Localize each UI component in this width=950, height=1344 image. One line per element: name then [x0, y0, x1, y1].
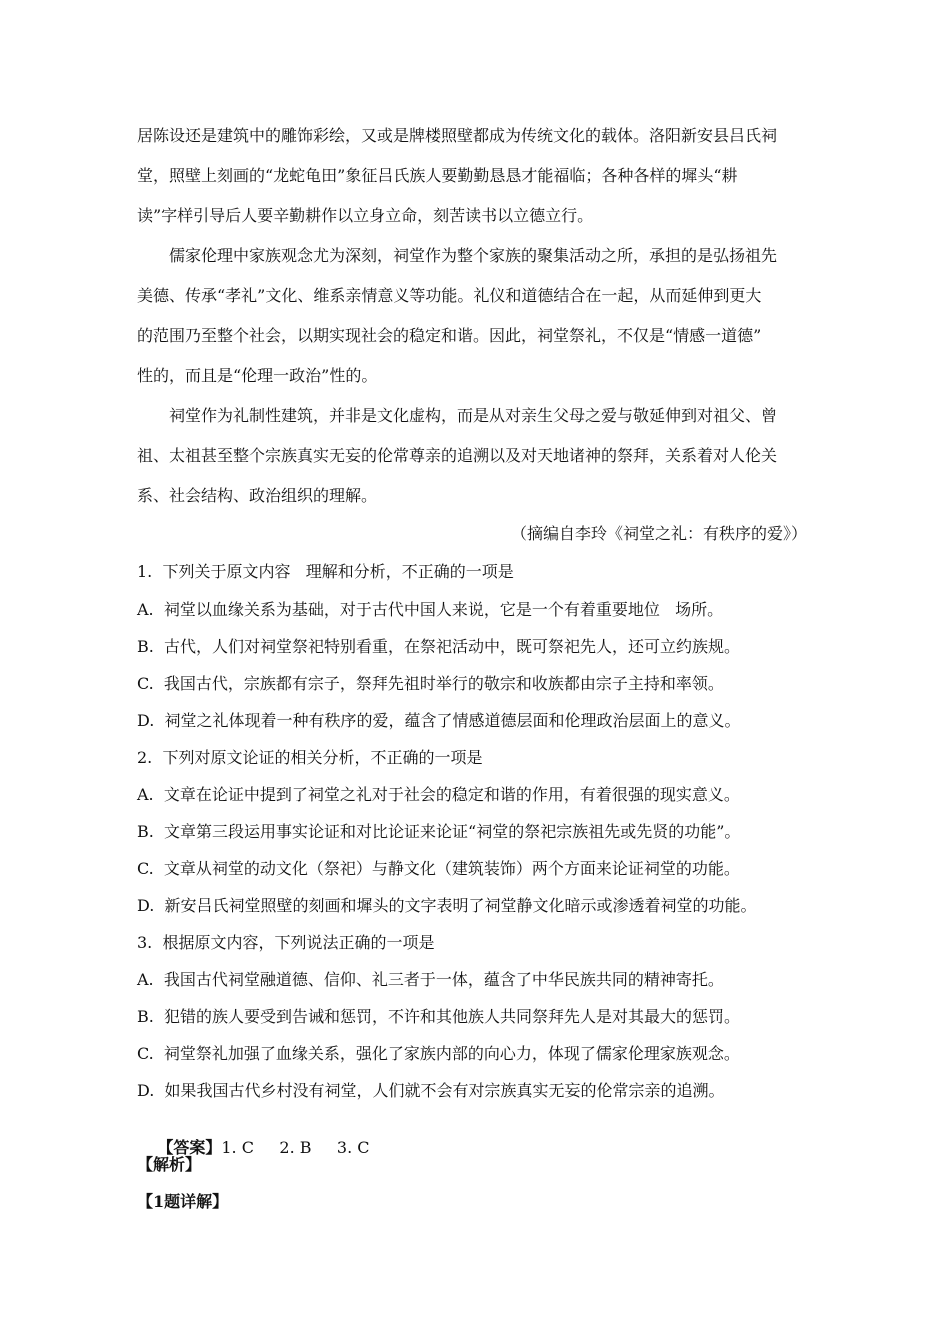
question-option: D. 如果我国古代乡村没有祠堂，人们就不会有对宗族真实无妄的伦常宗亲的追溯。: [137, 1081, 725, 1100]
question-option: A. 我国古代祠堂融道德、信仰、礼三者于一体，蕴含了中华民族共同的精神寄托。: [137, 970, 724, 989]
question-option: B. 古代，人们对祠堂祭祀特别看重，在祭祀活动中，既可祭祀先人，还可立约族规。: [137, 637, 741, 656]
passage-line: 儒家伦理中家族观念尤为深刻，祠堂作为整个家族的聚集活动之所，承担的是弘扬祖先: [169, 246, 778, 265]
passage-line: 居陈设还是建筑中的雕饰彩绘，又或是牌楼照壁都成为传统文化的载体。洛阳新安县吕氏祠: [137, 126, 778, 145]
question-option: C. 文章从祠堂的动文化（祭祀）与静文化（建筑装饰）两个方面来论证祠堂的功能。: [137, 859, 740, 878]
passage-line: 祠堂作为礼制性建筑，并非是文化虚构，而是从对亲生父母之爱与敬延伸到对祖父、曾: [169, 406, 778, 425]
question-option: C. 祠堂祭礼加强了血缘关系，强化了家族内部的向心力，体现了儒家伦理家族观念。: [137, 1044, 740, 1063]
question-option: C. 我国古代，宗族都有宗子，祭拜先祖时举行的敬宗和收族都由宗子主持和率领。: [137, 674, 724, 693]
answer-text: 1. C 2. B 3. C: [221, 1138, 370, 1157]
passage-line: 读”字样引导后人要辛勤耕作以立身立命，刻苦读书以立德立行。: [137, 206, 594, 225]
question-option: A. 文章在论证中提到了祠堂之礼对于社会的稳定和谐的作用，有着很强的现实意义。: [137, 785, 740, 804]
passage-line: 的范围乃至整个社会，以期实现社会的稳定和谐。因此，祠堂祭礼，不仅是“情感一道德”: [137, 326, 762, 345]
question-option: D. 新安吕氏祠堂照壁的刻画和墀头的文字表明了祠堂静文化暗示或渗透着祠堂的功能。: [137, 896, 757, 915]
question-option: B. 文章第三段运用事实论证和对比论证来论证“祠堂的祭祀宗族祖先或先贤的功能”。: [137, 822, 741, 841]
question-option: B. 犯错的族人要受到告诫和惩罚，不许和其他族人共同祭拜先人是对其最大的惩罚。: [137, 1007, 741, 1026]
passage-line: 性的，而且是“伦理一政治”性的。: [137, 366, 378, 385]
source-attribution: （摘编自李玲《祠堂之礼：有秩序的爱》）: [510, 524, 807, 543]
question-stem: 1. 下列关于原文内容 理解和分析，不正确的一项是: [137, 562, 514, 581]
passage-line: 系、社会结构、政治组织的理解。: [137, 486, 378, 505]
detail-label: 【1题详解】: [137, 1192, 229, 1211]
question-option: A. 祠堂以血缘关系为基础，对于古代中国人来说，它是一个有着重要地位 场所。: [137, 600, 724, 619]
question-option: D. 祠堂之礼体现着一种有秩序的爱，蕴含了情感道德层面和伦理政治层面上的意义。: [137, 711, 741, 730]
question-stem: 2. 下列对原文论证的相关分析，不正确的一项是: [137, 748, 483, 767]
analysis-label: 【解析】: [137, 1155, 202, 1174]
passage-line: 堂，照壁上刻画的“龙蛇龟田”象征吕氏族人要勤勤恳恳才能福临；各种各样的墀头“耕: [137, 166, 738, 185]
answer-label: 【答案】: [157, 1138, 222, 1157]
question-stem: 3. 根据原文内容，下列说法正确的一项是: [137, 933, 435, 952]
passage-line: 美德、传承“孝礼”文化、维系亲情意义等功能。礼仪和道德结合在一起，从而延伸到更大: [137, 286, 762, 305]
passage-line: 祖、太祖甚至整个宗族真实无妄的伦常尊亲的追溯以及对天地诸神的祭拜，关系着对人伦关: [137, 446, 778, 465]
